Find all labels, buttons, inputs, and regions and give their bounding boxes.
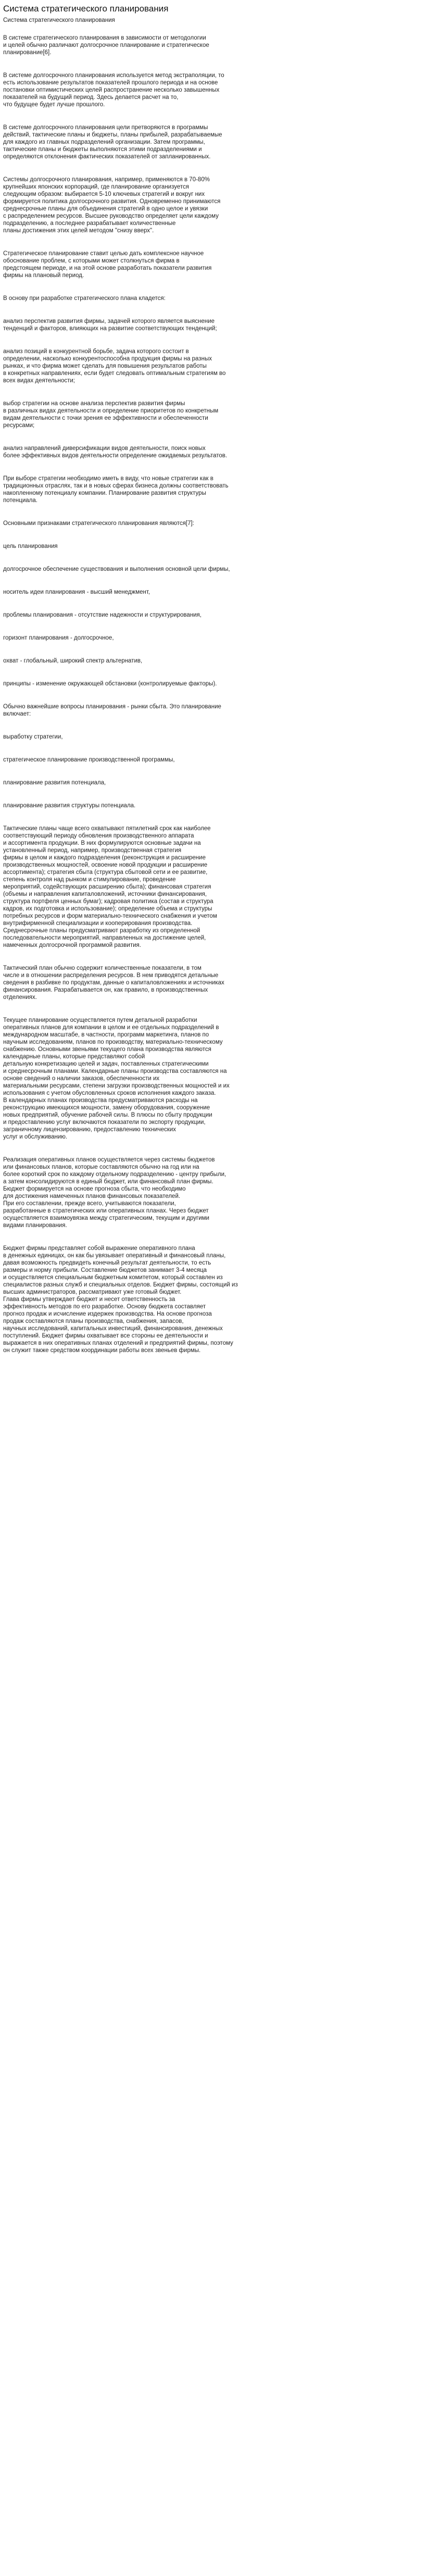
paragraph: Системы долгосрочного планирования, например, применяются в 70-80% крупнейших японских корпораций, где планирование организуется следующим образом: выбирается 5-10 ключевых стратегий и вокруг них формируется политика долгосрочного развития. Одновременно принимаются среднесрочные планы для объединения стратегий в одно целое и увязки с распределением ресурсов. Высшее руководство определяет цели каждому подразделению, а последнее разрабатывает количественные планы достижения этих целей методом "снизу вверх". [3, 177, 221, 234]
paragraph: планирование развития потенциала, [3, 780, 106, 786]
paragraph: анализ направлений диверсификации видов деятельности, поиск новых более эффективных видов деятельности определение ожидаемых результатов. [3, 445, 228, 459]
paragraph: В системе долгосрочного планирования цели претворяются в программы действий, тактические планы и бюджеты, планы прибылей, разрабатываемые для каждого из главных подразделений организации. Затем программы, тактические планы и бюджеты выполняются этими подразделениями и определяются отклонения фактических показателей от запланированных. [3, 124, 222, 160]
document-body [3, 34, 434, 1354]
paragraph: горизонт планирования - долгосрочное, [3, 635, 114, 641]
paragraph: принципы - изменение окружающей обстановки (контролируемые факторы). [3, 681, 217, 687]
paragraph: Текущее планирование осуществляется путем детальной разработки оперативных планов для компании в целом и ее отдельных подразделений в международном масштабе, в частности, программ маркетинга, планов по научным исследованиям, планов по производству, материально-техническому снабжению. Основными звеньями текущего плана производства являются календарные планы, которые представляют собой детальную конкретизацию целей и задач, поставленных стратегическими и среднесрочным планами. Календарные планы производства составляются на основе сведений о наличии заказов, обеспеченности их материальными ресурсами, степени загрузки производственных мощностей и их использования с учетом обусловленных сроков исполнения каждого заказа. В календарных планах производства предусматриваются расходы на реконструкцию имеющихся мощности, замену оборудования, сооружение новых предприятий, обучение рабочей силы. В плюсы по сбыту продукции и предоставлению услуг включаются показатели по экспорту продукции, заграничному лицензированию, предоставлению технических услуг и обслуживанию. [3, 1017, 230, 1140]
paragraph: цель планирования [3, 543, 58, 549]
paragraph: В основу при разработке стратегического плана кладется: [3, 295, 166, 302]
paragraph: выбор стратегии на основе анализа перспектив развития фирмы в различных видах деятельности и определение приоритетов по конкретным видам деятельности с точки зрения ее эффективности и обеспеченности ресурсами; [3, 401, 219, 429]
paragraph: планирование развития структуры потенциала. [3, 803, 136, 809]
paragraph: анализ перспектив развития фирмы, задачей которого является выяснение тенденций и факторов, влияющих на развитие соответствующих тенденций; [3, 318, 217, 332]
paragraph: Тактические планы чаще всего охватывают пятилетний срок как наиболее соответствующий периоду обновления производственного аппарата и ассортимента продукции. В них формулируются основные задачи на установленный период, например, производственная стратегия фирмы в целом и каждого подразделения (реконструкция и расширение производственных мощностей, освоение новой продукции и расширение ассортимента); стратегия сбыта (структура сбытовой сети и ее развитие, степень контроля над рынком и стимулирование, проведение мероприятий, содействующих расширению сбыта); финансовая стратегия (объемы и направления капиталовложений, источники финансирования, структура портфеля ценных бумаг); кадровая политика (состав и структура кадров, их подготовка и использование); определение объема и структуры потребных ресурсов и форм материально-технического снабжения и учетом внутрифирменной специализации и кооперирования производства. Среднесрочные планы предусматривают разработку из определенной последовательности мероприятий, направленных на достижение целей, намеченных долгосрочной программой развития. [3, 826, 217, 948]
paragraph: Основными признаками стратегического планирования являются[7]: [3, 520, 194, 527]
paragraph: проблемы планирования - отсутствие надежности и структурирования, [3, 612, 201, 618]
paragraph: Стратегическое планирование ставит целью дать комплексное научное обоснование проблем, с которыми может столкнуться фирма в предстоящем периоде, и на этой основе разработать показатели развития фирмы на плановый период. [3, 251, 212, 279]
paragraph: Бюджет фирмы представляет собой выражение оперативного плана в денежных единицах, он как бы увязывает оперативный и финансовый планы, давая возможность предвидеть конечный результат деятельности, то есть размеры и норму прибыли. Составление бюджетов занимает 3-4 месяца и осуществляется специальным бюджетным комитетом, который составлен из специалистов разных служб и специальных отделов. Бюджет фирмы, состоящий из высших администраторов, рассматривают уже готовый бюджет. Глава фирмы утверждает бюджет и несет ответственность за эффективность методов по его разработке. Основу бюджета составляет прогноз продаж и исчисление издержек производства. На основе прогноза продаж составляются планы производства, снабжения, запасов, научных исследований, капитальных инвестиций, финансирования, денежных поступлений. Бюджет фирмы охватывает все стороны ее деятельности и выражается в них оперативных планах отделений и предприятий фирмы, поэтому он служит также средством координации работы всех звеньев фирмы. [3, 1245, 238, 1354]
paragraph: Тактический план обычно содержит количественные показатели, в том числе и в отношении распределения ресурсов. В нем приводятся детальные сведения в разбивке по продуктам, данные о капиталовложениях и источниках финансирования. Разрабатывается он, как правило, в производственных отделениях. [3, 965, 224, 1001]
paragraph: стратегическое планирование производственной программы, [3, 757, 175, 763]
paragraph: охват - глобальный, широкий спектр альтернатив, [3, 658, 143, 664]
paragraph: В системе стратегического планирования в зависимости от методологии и целей обычно различают долгосрочное планирование и стратегическое планирование[6]. [3, 35, 209, 56]
paragraph: Обычно важнейшие вопросы планирования - рынки сбыта. Это планирование включает: [3, 704, 221, 717]
paragraph: носитель идеи планирования - высший менеджмент, [3, 589, 150, 595]
paragraph: выработку стратегии, [3, 734, 63, 740]
page-title: Система стратегического планирования [3, 4, 169, 14]
paragraph: Реализация оперативных планов осуществляется через системы бюджетов или финансовых планов, которые составляются обычно на год или на более короткий срок по каждому отдельному подразделению - центру прибыли, а затем консолидируются в единый бюджет, или финансовый план фирмы. Бюджет формируется на основе прогноза сбыта, что необходимо для достижения намеченных планов финансовых показателей. При его составлении, прежде всего, учитываются показатели, разработанные в стратегических или оперативных планах. Через бюджет осуществляется взаимоувязка между стратегическим, текущим и другими видами планирования. [3, 1157, 226, 1229]
document-subtitle: Система стратегического планирования [3, 17, 115, 23]
paragraph: В системе долгосрочного планирования используется метод экстраполяции, то есть использование результатов показателей прошлого периода и на основе постановки оптимистических целей распространение несколько завышенных показателей на будущий период. Здесь делается расчет на то, что будущее будет лучше прошлого. [3, 72, 224, 108]
paragraph: анализ позиций в конкурентной борьбе, задача которого состоит в определении, насколько конкурентоспособна продукция фирмы на разных рынках, и что фирма может сделать для повышения результатов работы в конкретных направлениях, если будет следовать оптимальным стратегиям во всех видах деятельности; [3, 348, 226, 384]
paragraph: При выборе стратегии необходимо иметь в виду, что новые стратегии как в традиционных отраслях, так и в новых сферах бизнеса должны соответствовать накопленному потенциалу компании. Планирование развития структуры потенциала. [3, 476, 229, 504]
paragraph: долгосрочное обеспечение существования и выполнения основной цели фирмы, [3, 566, 230, 572]
